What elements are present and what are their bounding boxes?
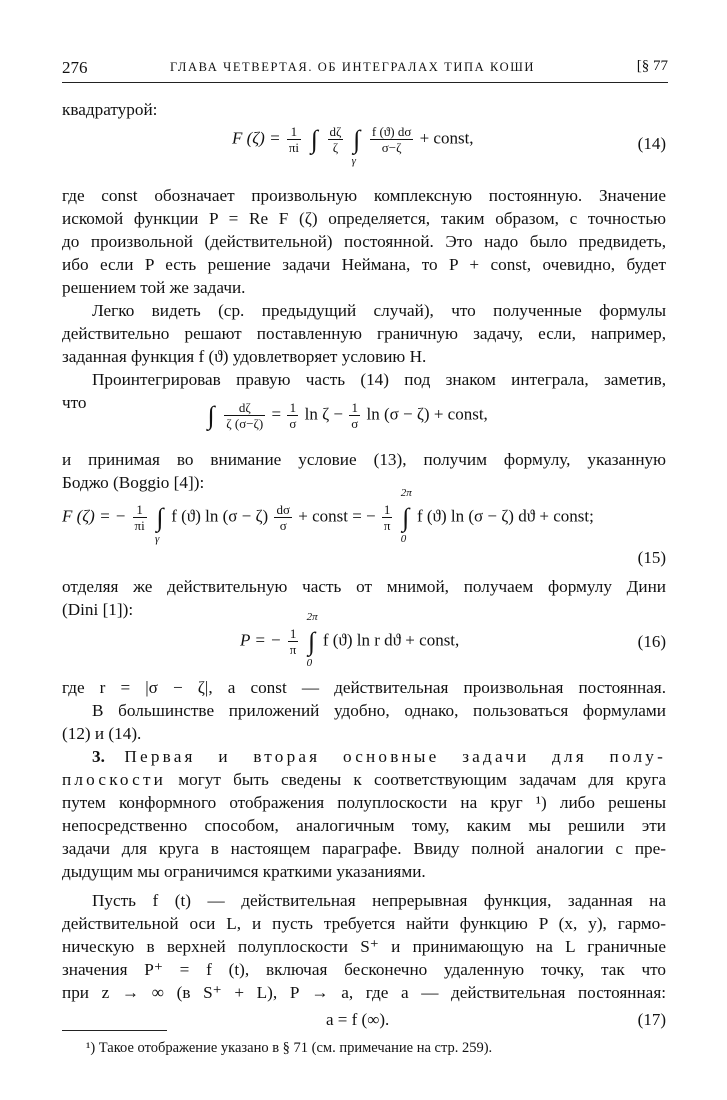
text-line: путем конформного отображения полуплоскости на круг ¹) либо решены (62, 793, 666, 812)
equation-16 (240, 610, 460, 669)
integral-sign: ∫ (207, 400, 215, 430)
text-line: задачи для круга в настоящем параграфе. Ввиду полной аналогии с пре- (62, 839, 666, 858)
equation-number-15: (15) (637, 548, 666, 567)
text-line: значения P⁺ = f (t), включая бесконечно удаленную точку, так что (62, 960, 666, 979)
eqm-frac2: $\frac{1}{\sigma}$ (289, 400, 297, 431)
eq16-frac: $\frac{1}{\pi}$ (289, 626, 297, 657)
eqm-frac1: $\frac{d\zeta}{\zeta (\sigma-\zeta)}$ (226, 400, 264, 431)
text-line: что (62, 393, 87, 412)
text-line: искомой функции P = Re F (ζ) определяется, таким образом, с точностью (62, 209, 666, 228)
eq14-frac3: $\frac{f (ϑ) d\sigma}{\sigma-\zeta}$ (371, 124, 412, 155)
integral-sign: ∫ γ (154, 502, 164, 545)
equation-number-14: (14) (637, 134, 666, 153)
text-line: заданная функция f (ϑ) удовлетворяет условию H. (62, 347, 427, 366)
eq16-term1: f (ϑ) ln r dϑ + const, (322, 630, 460, 650)
text-line: непосредственно способом, аналогичным тому, каким мы решили эти (62, 816, 666, 835)
text-line: квадратурой: (62, 100, 158, 119)
eqm-equals: = (271, 404, 282, 424)
text-span: могут быть сведены к соответствующим задачам для круга (178, 770, 666, 789)
text-line: Боджо (Boggio [4]): (62, 473, 205, 492)
eqm-frac3: $\frac{1}{\sigma}$ (351, 400, 359, 431)
item-number: 3. (92, 747, 105, 766)
text-line: Пусть f (t) — действительная непрерывная функция, заданная на (92, 891, 666, 910)
equation-log-integral (204, 400, 488, 431)
integral-sign: ∫ (310, 124, 318, 154)
eq14-frac2: $\frac{d\zeta}{\zeta}$ (329, 124, 342, 155)
text-line: где r = |σ − ζ|, а const — действительная произвольная постоянная. (62, 678, 666, 697)
equation-number-17: (17) (637, 1010, 666, 1029)
text-line: В большинстве приложений удобно, однако, пользоваться формулами (92, 701, 666, 720)
spaced-heading: плоскости (62, 770, 167, 789)
eq16-lhs: P = − (240, 630, 282, 650)
equation-14 (232, 124, 474, 167)
header-rule (62, 82, 668, 83)
text-line: отделяя же действительную часть от мнимой, получаем формулу Дини (62, 577, 666, 596)
text-line: где const обозначает произвольную комплексную постоянную. Значение (62, 186, 666, 205)
page-number: 276 (62, 58, 88, 77)
text-line: (Dini [1]): (62, 600, 134, 619)
section-marker: [§ 77 (636, 58, 668, 74)
eq15-frac2: $\frac{d\sigma}{\sigma}$ (276, 502, 290, 533)
eq15-term3: f (ϑ) ln (σ − ζ) dϑ + const; (416, 506, 594, 526)
spaced-heading: Первая и вторая основные задачи для полу- (124, 747, 666, 766)
text-line: при z → ∞ (в S⁺ + L), P → a, где a — действительная постоянная: (62, 983, 666, 1002)
integral-sign: ∫ γ (351, 124, 361, 167)
text-line: действительно решают поставленную граничную задачу, если, например, (62, 324, 666, 343)
running-title: ГЛАВА ЧЕТВЕРТАЯ. ОБ ИНТЕГРАЛАХ ТИПА КОШИ (170, 60, 536, 74)
eq15-term2: + const = − (298, 506, 376, 526)
eq15-lhs: F (ζ) = − (62, 506, 127, 526)
text-line: Легко видеть (ср. предыдущий случай), что полученные формулы (92, 301, 666, 320)
footnote: ¹) Такое отображение указано в § 71 (см. примечание на стр. 259). (86, 1040, 493, 1056)
text-line: (12) и (14). (62, 724, 142, 743)
equation-15 (62, 486, 594, 545)
eq14-lhs: F (ζ) = (232, 128, 281, 148)
text-line: ническую в верхней полуплоскости S⁺ и принимающую на L граничные (62, 937, 666, 956)
eq15-term1: f (ϑ) ln (σ − ζ) (171, 506, 269, 526)
text-line: ибо если P есть решение задачи Неймана, то P + const, очевидно, будет (62, 255, 666, 274)
text-line: дыдущим мы ограничимся краткими указаниями. (62, 862, 426, 881)
integral-sign: ∫ 2π 0 (400, 486, 412, 545)
equation-number-16: (16) (637, 632, 666, 651)
eqm-term1: ln ζ − (304, 404, 343, 424)
eq14-tail: + const, (419, 128, 474, 148)
text-line: до произвольной (действительной) постоянной. Это надо было предвидеть, (62, 232, 666, 251)
text-line: решением той же задачи. (62, 278, 246, 297)
text-line (62, 745, 666, 768)
text-line: Проинтегрировав правую часть (14) под знаком интеграла, заметив, (92, 370, 666, 389)
text-line (62, 768, 666, 791)
eqm-term2: ln (σ − ζ) + const, (366, 404, 488, 424)
footnote-rule (62, 1030, 167, 1031)
equation-17: a = f (∞). (326, 1010, 390, 1029)
running-header (62, 58, 668, 80)
text-line: действительной оси L, и пусть требуется найти функцию P (x, y), гармо- (62, 914, 666, 933)
eq14-frac1: $\frac{1}{\pi i}$ (288, 124, 299, 155)
integral-sign: ∫ 2π 0 (306, 610, 318, 669)
text-line: и принимая во внимание условие (13), получим формулу, указанную (62, 450, 666, 469)
eq15-frac3: $\frac{1}{\pi}$ (383, 502, 391, 533)
eq15-frac1: $\frac{1}{\pi i}$ (134, 502, 145, 533)
